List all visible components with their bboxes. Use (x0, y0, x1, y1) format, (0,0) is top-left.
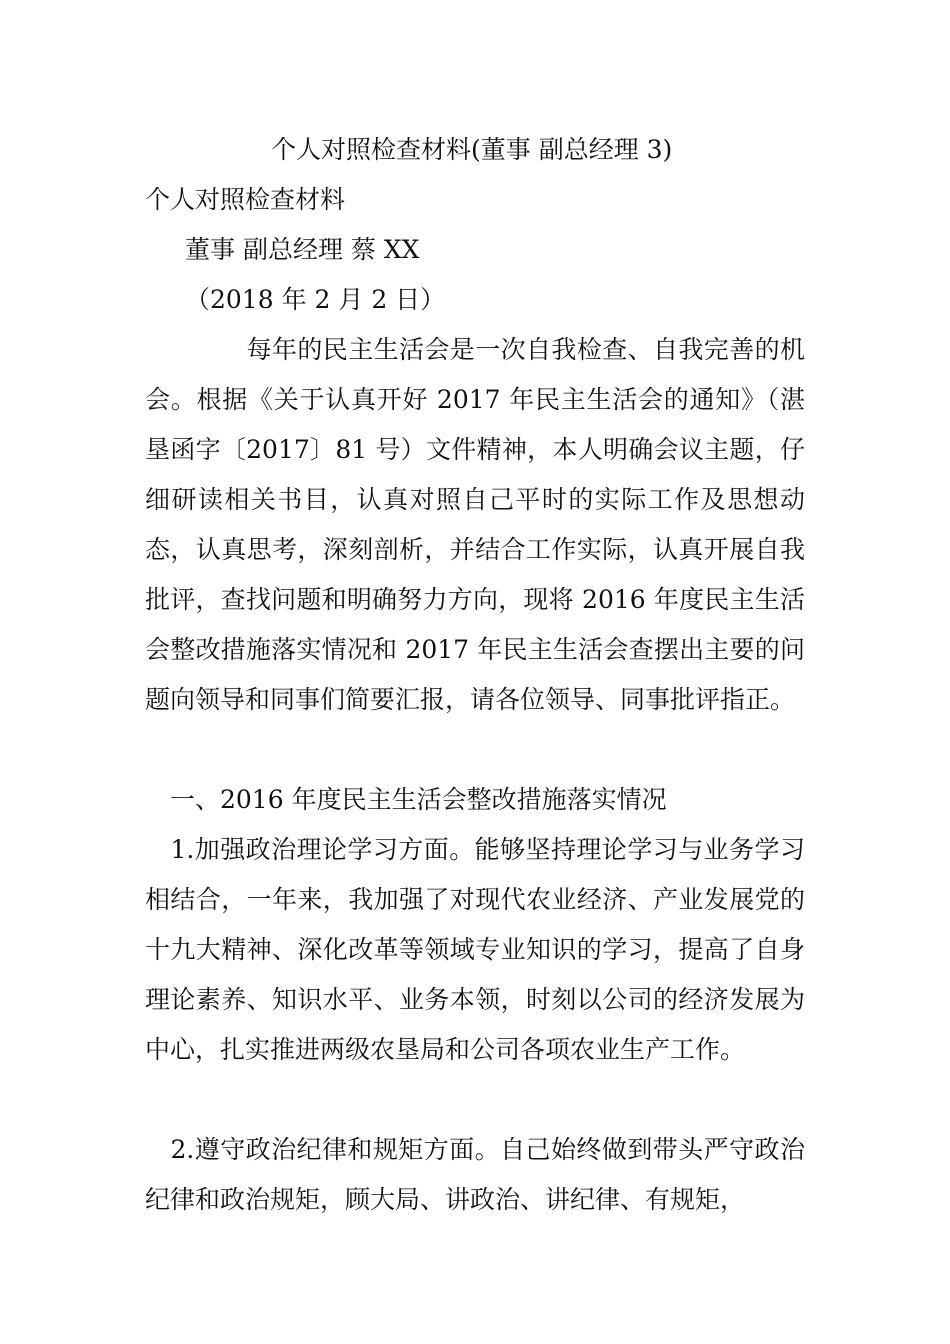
section-heading-1: 一、2016 年度民主生活会整改措施落实情况 (145, 785, 667, 814)
document-subtitle: 个人对照检查材料 (145, 185, 346, 214)
date-line: （2018 年 2 月 2 日） (185, 285, 446, 314)
author-line: 董事 副总经理 蔡 XX (185, 235, 420, 264)
intro-paragraph: 每年的民主生活会是一次自我检查、自我完善的机会。根据《关于认真开好 2017 年民主生活会的通知》（湛垦函字〔2017〕81 号）文件精神，本人明确会议主题，仔细研读相关书目，认真对照自己平时的实际工作及思想动态，认真思考，深刻剖析，并结合工作实际，认真开展自我批评，查找问题和明确努力方向，现将 2016 年度民主生活会整改措施落实情况和 2017 年民主生活会查摆出主要的问题向领导和同事们简要汇报，请各位领导、同事批评指正。 (145, 335, 805, 714)
document-title: 个人对照检查材料(董事 副总经理 3) (271, 135, 673, 164)
body-paragraph-1: 1.加强政治理论学习方面。能够坚持理论学习与业务学习相结合，一年来，我加强了对现代农业经济、产业发展党的十九大精神、深化改革等领域专业知识的学习，提高了自身理论素养、知识水平、业务本领，时刻以公司的经济发展为中心，扎实推进两级农垦局和公司各项农业生产工作。 (145, 835, 805, 1064)
body-paragraph-2: 2.遵守政治纪律和规矩方面。自己始终做到带头严守政治纪律和政治规矩，顾大局、讲政治、讲纪律、有规矩， (145, 1135, 805, 1214)
